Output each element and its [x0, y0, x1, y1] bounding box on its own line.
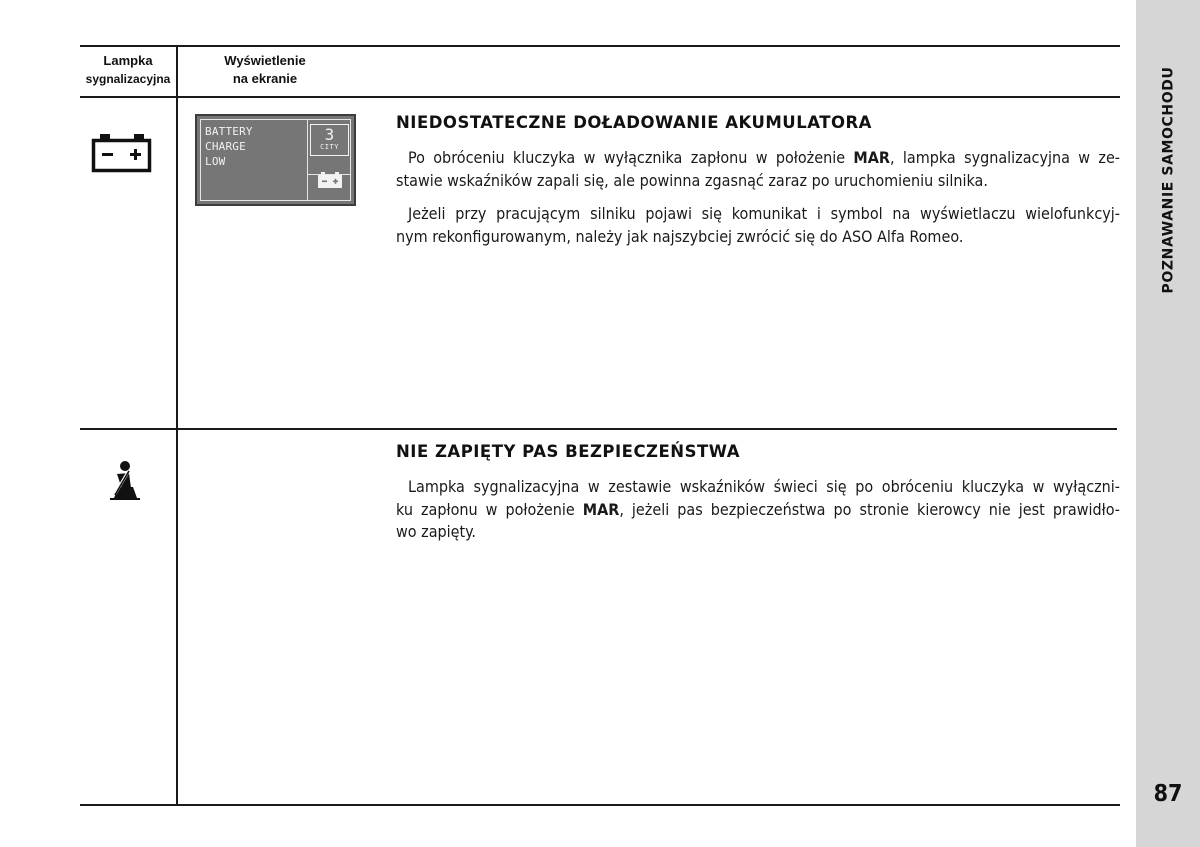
- column-header-display: Wyświetlenie na ekranie: [224, 53, 306, 86]
- paragraph-battery-2: Jeżeli przy pracującym silniku pojawi się komunikat i symbol na wyświetlaczu wielofunkcyj- nym rekonfigurowanym, należy jak najszybciej zwrócić się do ASO Alfa Romeo.: [396, 204, 1120, 246]
- section-heading-battery: NIEDOSTATECZNE DOŁADOWANIE AKUMULATORA: [396, 113, 872, 132]
- battery-warning-icon: [90, 132, 154, 174]
- table-top-rule: [80, 45, 1120, 47]
- row-divider-rule: [80, 428, 1117, 430]
- column-divider: [176, 45, 178, 806]
- paragraph-battery-1: Po obróceniu kluczyka w wyłącznika zapłonu w położenie MAR, lampka sygnalizacyjna w ze- stawie wskaźników zapali się, ale powinna zgasnąć zaraz po uruchomieniu silnika.: [396, 148, 1120, 190]
- section-title-vertical: POZNAWANIE SAMOCHODU: [1160, 66, 1177, 294]
- gear-indicator: 3 CITY: [310, 124, 349, 156]
- battery-icon: [317, 171, 343, 189]
- page-number: 87: [1153, 781, 1183, 807]
- seatbelt-warning-icon: [107, 460, 141, 502]
- header-bottom-rule: [80, 96, 1120, 98]
- display-message: BATTERY CHARGE LOW: [205, 125, 253, 168]
- table-bottom-rule: [80, 804, 1120, 806]
- multifunction-display: [195, 114, 356, 206]
- column-header-indicator: Lampka sygnalizacyjna: [85, 53, 171, 86]
- paragraph-seatbelt-1: Lampka sygnalizacyjna w zestawie wskaźników świeci się po obróceniu kluczyka w wyłączni- ku zapłonu w położenie MAR, jeżeli pas bezpieczeństwa po stronie kierowcy nie jest prawidło- wo zapięty.: [396, 477, 1120, 541]
- section-heading-seatbelt: NIE ZAPIĘTY PAS BEZPIECZEŃSTWA: [396, 442, 740, 461]
